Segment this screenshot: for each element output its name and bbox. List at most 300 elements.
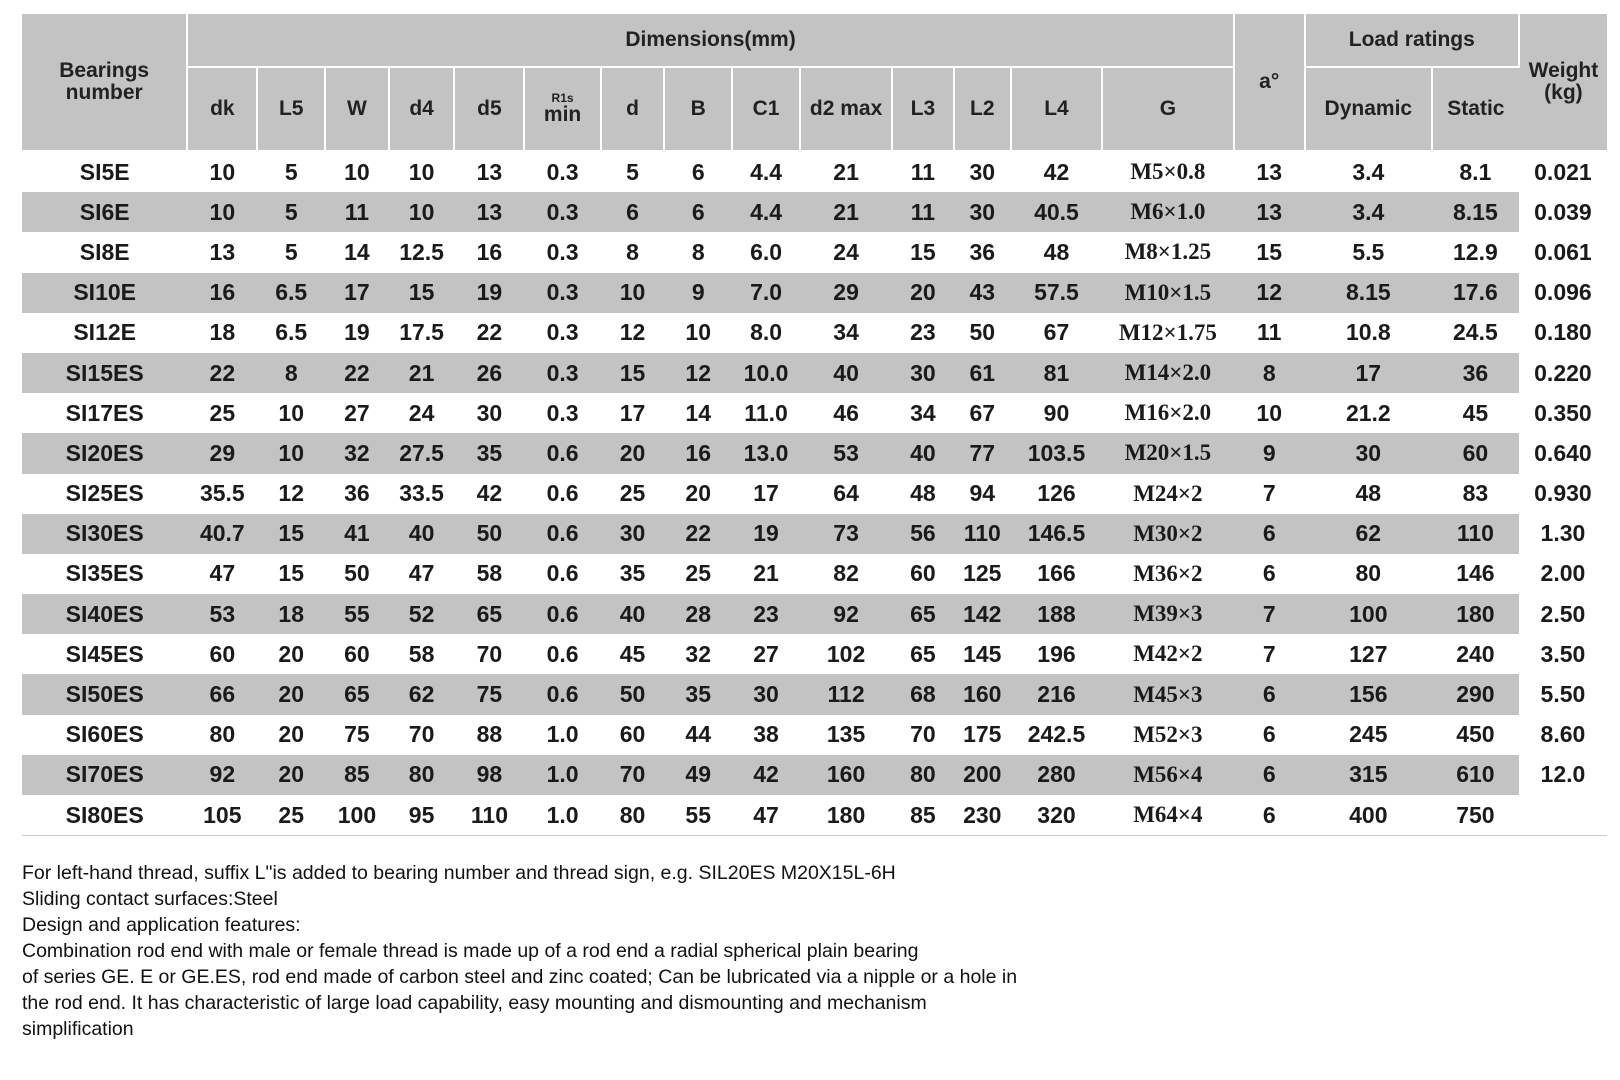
cell-l2: 30 bbox=[969, 158, 996, 185]
cell-static-load: 60 bbox=[1432, 433, 1519, 473]
notes-section bbox=[22, 860, 1607, 1042]
cell-thread-g: M52×3 bbox=[1133, 721, 1203, 747]
cell-dynamic-load: 127 bbox=[1349, 640, 1388, 667]
cell-w: 75 bbox=[344, 721, 370, 748]
cell-d: 40 bbox=[601, 594, 665, 634]
cell-alpha: 6 bbox=[1234, 755, 1305, 795]
cell-thread-g: M5×0.8 bbox=[1130, 159, 1206, 185]
cell-l3: 60 bbox=[910, 560, 936, 587]
cell-bearing-number: SI8E bbox=[79, 238, 130, 265]
cell-w: 41 bbox=[325, 514, 389, 554]
cell-alpha: 6 bbox=[1234, 795, 1305, 836]
note-line: Combination rod end with male or female thread is made up of a rod end a radial spherical plain bearing bbox=[22, 940, 919, 963]
cell-weight: 0.350 bbox=[1519, 393, 1607, 433]
cell-l4: 126 bbox=[1037, 480, 1076, 507]
cell-l4: 81 bbox=[1011, 353, 1102, 393]
cell-d4: 21 bbox=[389, 353, 455, 393]
cell-b: 49 bbox=[664, 755, 732, 795]
cell-w: 85 bbox=[325, 755, 389, 795]
cell-d: 25 bbox=[619, 480, 646, 507]
cell-d: 10 bbox=[601, 273, 665, 313]
table-row bbox=[22, 634, 1607, 674]
cell-l4: 188 bbox=[1011, 594, 1102, 634]
cell-dynamic-load: 8.15 bbox=[1305, 273, 1432, 313]
cell-d: 8 bbox=[626, 238, 639, 265]
cell-d5: 42 bbox=[476, 480, 503, 507]
cell-dk: 47 bbox=[209, 560, 236, 587]
cell-c1: 30 bbox=[732, 674, 800, 714]
cell-weight: 3.50 bbox=[1519, 634, 1607, 674]
cell-bearing-number: SI10E bbox=[22, 273, 187, 313]
cell-bearing-number: SI40ES bbox=[22, 594, 187, 634]
header-weight: Weight (kg) bbox=[1519, 14, 1607, 151]
cell-r1s-min: 0.3 bbox=[546, 158, 579, 185]
cell-l2: 230 bbox=[954, 795, 1011, 836]
table-row bbox=[22, 795, 1607, 836]
cell-static-load: 240 bbox=[1456, 640, 1495, 667]
cell-weight: 0.061 bbox=[1519, 232, 1607, 272]
cell-dynamic-load: 21.2 bbox=[1345, 399, 1391, 426]
cell-d2-max: 160 bbox=[800, 755, 892, 795]
cell-b: 10 bbox=[685, 319, 712, 346]
cell-l3: 48 bbox=[910, 480, 936, 507]
header-d2max: d2 max bbox=[800, 67, 892, 151]
cell-thread-g: M20×1.5 bbox=[1102, 433, 1234, 473]
cell-l3: 68 bbox=[892, 674, 953, 714]
cell-bearing-number: SI17ES bbox=[65, 399, 144, 426]
cell-weight: 2.50 bbox=[1519, 594, 1607, 634]
cell-d: 30 bbox=[601, 514, 665, 554]
header-rmin-label: min bbox=[543, 102, 582, 126]
cell-d: 6 bbox=[601, 192, 665, 232]
cell-d4: 15 bbox=[389, 273, 455, 313]
cell-r1s-min: 0.3 bbox=[546, 319, 579, 346]
cell-b: 32 bbox=[685, 640, 712, 667]
cell-dk: 16 bbox=[187, 273, 257, 313]
cell-d: 35 bbox=[619, 560, 646, 587]
cell-l2: 200 bbox=[954, 755, 1011, 795]
cell-l5: 5 bbox=[257, 192, 325, 232]
cell-b: 44 bbox=[685, 721, 712, 748]
cell-static-load: 610 bbox=[1432, 755, 1519, 795]
cell-l5: 10 bbox=[278, 399, 305, 426]
cell-bearing-number: SI30ES bbox=[22, 514, 187, 554]
cell-c1: 4.4 bbox=[750, 158, 783, 185]
cell-thread-g: M16×2.0 bbox=[1124, 400, 1212, 426]
table-row bbox=[22, 554, 1607, 594]
cell-d: 20 bbox=[601, 433, 665, 473]
cell-b: 22 bbox=[664, 514, 732, 554]
cell-l3: 23 bbox=[910, 319, 936, 346]
cell-dk: 53 bbox=[187, 594, 257, 634]
cell-dynamic-load: 400 bbox=[1305, 795, 1432, 836]
header-l5: L5 bbox=[257, 67, 325, 151]
cell-l2: 43 bbox=[954, 273, 1011, 313]
cell-d2-max: 102 bbox=[826, 640, 866, 667]
cell-d5: 26 bbox=[454, 353, 524, 393]
cell-dk: 29 bbox=[187, 433, 257, 473]
cell-weight: 5.50 bbox=[1519, 674, 1607, 714]
note-line: For left-hand thread, suffix L"is added to bearing number and thread sign, e.g. SIL20ES M20X15L-6H bbox=[22, 862, 896, 885]
cell-alpha: 6 bbox=[1262, 721, 1276, 748]
cell-l5: 5 bbox=[284, 158, 298, 185]
cell-d5: 110 bbox=[454, 795, 524, 836]
table-row bbox=[22, 594, 1607, 634]
cell-d5: 30 bbox=[476, 399, 503, 426]
cell-dk: 13 bbox=[209, 238, 236, 265]
cell-c1: 7.0 bbox=[732, 273, 800, 313]
cell-l4: 242.5 bbox=[1027, 721, 1086, 748]
note-line: the rod end. It has characteristic of large load capability, easy mounting and dismounting and mechanism bbox=[22, 992, 927, 1015]
cell-l5: 6.5 bbox=[257, 273, 325, 313]
cell-dk: 35.5 bbox=[199, 480, 245, 507]
cell-dynamic-load: 100 bbox=[1305, 594, 1432, 634]
cell-alpha: 15 bbox=[1256, 238, 1282, 265]
cell-bearing-number: SI5E bbox=[79, 158, 130, 185]
cell-thread-g: M24×2 bbox=[1133, 480, 1203, 506]
cell-static-load: 8.15 bbox=[1432, 192, 1519, 232]
cell-l3: 85 bbox=[892, 795, 953, 836]
cell-l3: 80 bbox=[892, 755, 953, 795]
cell-r1s-min: 0.3 bbox=[524, 353, 600, 393]
cell-d5: 19 bbox=[454, 273, 524, 313]
cell-dynamic-load: 156 bbox=[1305, 674, 1432, 714]
cell-l3: 30 bbox=[892, 353, 953, 393]
cell-d4: 33.5 bbox=[399, 480, 444, 507]
cell-d4: 95 bbox=[389, 795, 455, 836]
cell-l2: 110 bbox=[954, 514, 1011, 554]
cell-d4: 10 bbox=[408, 158, 435, 185]
cell-r1s-min: 0.3 bbox=[524, 192, 600, 232]
cell-l4: 216 bbox=[1011, 674, 1102, 714]
cell-c1: 11.0 bbox=[744, 399, 788, 426]
table-row bbox=[22, 674, 1607, 714]
cell-c1: 4.4 bbox=[732, 192, 800, 232]
cell-l2: 61 bbox=[954, 353, 1011, 393]
cell-d4: 47 bbox=[408, 560, 435, 587]
cell-d4: 52 bbox=[389, 594, 455, 634]
header-d: d bbox=[601, 67, 665, 151]
cell-l4: 57.5 bbox=[1011, 273, 1102, 313]
cell-static-load: 8.1 bbox=[1459, 158, 1492, 185]
cell-w: 17 bbox=[325, 273, 389, 313]
cell-static-load: 36 bbox=[1432, 353, 1519, 393]
cell-b: 35 bbox=[664, 674, 732, 714]
cell-w: 27 bbox=[344, 399, 370, 426]
cell-b: 6 bbox=[691, 158, 705, 185]
cell-b: 12 bbox=[664, 353, 732, 393]
cell-d2-max: 64 bbox=[833, 480, 859, 507]
cell-thread-g: M56×4 bbox=[1102, 755, 1234, 795]
cell-c1: 17 bbox=[753, 480, 779, 507]
cell-d4: 12.5 bbox=[399, 238, 444, 265]
cell-weight: 0.021 bbox=[1519, 151, 1607, 192]
cell-d2-max: 21 bbox=[800, 192, 892, 232]
cell-r1s-min: 1.0 bbox=[524, 755, 600, 795]
cell-static-load: 450 bbox=[1456, 721, 1495, 748]
cell-static-load: 12.9 bbox=[1453, 238, 1498, 265]
cell-l5: 15 bbox=[278, 560, 305, 587]
cell-l5: 5 bbox=[284, 238, 298, 265]
cell-static-load: 110 bbox=[1432, 514, 1519, 554]
cell-weight: 8.60 bbox=[1519, 715, 1607, 755]
cell-d5: 16 bbox=[476, 238, 503, 265]
table-row bbox=[22, 232, 1607, 272]
cell-thread-g: M64×4 bbox=[1102, 795, 1234, 836]
header-alpha: a° bbox=[1234, 14, 1305, 151]
cell-l2: 160 bbox=[954, 674, 1011, 714]
cell-weight bbox=[1519, 795, 1607, 836]
note-line: of series GE. E or GE.ES, rod end made of carbon steel and zinc coated; Can be lubricated via a nipple or a hole in bbox=[22, 966, 1018, 989]
note-line: simplification bbox=[22, 1018, 134, 1041]
header-b: B bbox=[664, 67, 732, 151]
cell-static-load: 290 bbox=[1432, 674, 1519, 714]
cell-l5: 15 bbox=[257, 514, 325, 554]
cell-b: 8 bbox=[691, 238, 705, 265]
cell-l5: 25 bbox=[257, 795, 325, 836]
cell-l5: 20 bbox=[278, 640, 305, 667]
cell-thread-g: M8×1.25 bbox=[1124, 239, 1212, 265]
cell-c1: 23 bbox=[732, 594, 800, 634]
cell-weight: 12.0 bbox=[1519, 755, 1607, 795]
cell-d: 70 bbox=[601, 755, 665, 795]
cell-c1: 10.0 bbox=[732, 353, 800, 393]
cell-d2-max: 180 bbox=[800, 795, 892, 836]
cell-b: 16 bbox=[664, 433, 732, 473]
cell-w: 55 bbox=[325, 594, 389, 634]
cell-d5: 58 bbox=[476, 560, 503, 587]
cell-static-load: 750 bbox=[1432, 795, 1519, 836]
table-row bbox=[22, 514, 1607, 554]
cell-w: 19 bbox=[344, 319, 370, 346]
table-row bbox=[22, 151, 1607, 192]
table-row bbox=[22, 313, 1607, 353]
note-line: Design and application features: bbox=[22, 914, 301, 937]
cell-dk: 105 bbox=[187, 795, 257, 836]
cell-thread-g: M30×2 bbox=[1102, 514, 1234, 554]
cell-bearing-number: SI35ES bbox=[65, 560, 144, 587]
cell-dk: 10 bbox=[187, 192, 257, 232]
cell-r1s-min: 0.6 bbox=[524, 514, 600, 554]
cell-d: 5 bbox=[626, 158, 639, 185]
cell-dk: 66 bbox=[187, 674, 257, 714]
cell-c1: 38 bbox=[753, 721, 779, 748]
table-row bbox=[22, 353, 1607, 393]
cell-d2-max: 73 bbox=[800, 514, 892, 554]
cell-l5: 20 bbox=[278, 721, 305, 748]
cell-b: 25 bbox=[685, 560, 712, 587]
cell-b: 55 bbox=[664, 795, 732, 836]
cell-d4: 58 bbox=[408, 640, 435, 667]
cell-weight: 0.220 bbox=[1519, 353, 1607, 393]
cell-d2-max: 34 bbox=[833, 319, 859, 346]
cell-static-load: 24.5 bbox=[1453, 319, 1498, 346]
cell-weight: 0.096 bbox=[1519, 273, 1607, 313]
cell-r1s-min: 0.6 bbox=[524, 674, 600, 714]
cell-w: 60 bbox=[344, 640, 370, 667]
cell-dynamic-load: 315 bbox=[1305, 755, 1432, 795]
cell-dynamic-load: 10.8 bbox=[1345, 319, 1391, 346]
cell-static-load: 83 bbox=[1462, 480, 1489, 507]
cell-d4: 10 bbox=[389, 192, 455, 232]
cell-l3: 70 bbox=[910, 721, 936, 748]
cell-c1: 21 bbox=[753, 560, 779, 587]
cell-alpha: 12 bbox=[1234, 273, 1305, 313]
cell-d5: 35 bbox=[454, 433, 524, 473]
table-row bbox=[22, 474, 1607, 514]
cell-w: 10 bbox=[344, 158, 370, 185]
cell-weight: 2.00 bbox=[1519, 554, 1607, 594]
table-header bbox=[22, 14, 1607, 151]
header-rmin bbox=[524, 67, 600, 151]
header-dk: dk bbox=[187, 67, 257, 151]
cell-l2: 145 bbox=[963, 640, 1002, 667]
cell-alpha: 6 bbox=[1234, 674, 1305, 714]
cell-thread-g: M12×1.75 bbox=[1118, 319, 1217, 345]
header-l3: L3 bbox=[892, 67, 953, 151]
cell-d2-max: 29 bbox=[800, 273, 892, 313]
cell-r1s-min: 0.6 bbox=[546, 480, 579, 507]
cell-l2: 94 bbox=[969, 480, 996, 507]
cell-w: 50 bbox=[344, 560, 370, 587]
cell-l2: 36 bbox=[969, 238, 996, 265]
cell-w: 100 bbox=[325, 795, 389, 836]
cell-dynamic-load: 17 bbox=[1305, 353, 1432, 393]
cell-d: 45 bbox=[619, 640, 646, 667]
cell-dynamic-load: 48 bbox=[1355, 480, 1382, 507]
cell-bearing-number: SI45ES bbox=[65, 640, 144, 667]
cell-b: 9 bbox=[664, 273, 732, 313]
cell-l3: 34 bbox=[910, 399, 936, 426]
cell-thread-g: M6×1.0 bbox=[1102, 192, 1234, 232]
cell-dynamic-load: 80 bbox=[1355, 560, 1382, 587]
table-row bbox=[22, 715, 1607, 755]
cell-w: 14 bbox=[344, 238, 370, 265]
cell-dk: 10 bbox=[209, 158, 236, 185]
cell-l3: 65 bbox=[910, 640, 936, 667]
cell-b: 14 bbox=[685, 399, 712, 426]
cell-d4: 80 bbox=[389, 755, 455, 795]
table-row bbox=[22, 755, 1607, 795]
cell-c1: 47 bbox=[732, 795, 800, 836]
table-row bbox=[22, 273, 1607, 313]
cell-dynamic-load: 3.4 bbox=[1352, 158, 1385, 185]
header-rmin-sub: R1s bbox=[551, 90, 574, 105]
cell-alpha: 7 bbox=[1262, 640, 1276, 667]
cell-c1: 42 bbox=[732, 755, 800, 795]
cell-d4: 24 bbox=[408, 399, 435, 426]
cell-dk: 80 bbox=[209, 721, 236, 748]
cell-alpha: 13 bbox=[1256, 158, 1282, 185]
header-l2: L2 bbox=[954, 67, 1011, 151]
table-body bbox=[22, 151, 1607, 836]
cell-l5: 18 bbox=[257, 594, 325, 634]
cell-w: 65 bbox=[325, 674, 389, 714]
cell-thread-g: M42×2 bbox=[1133, 641, 1203, 667]
cell-r1s-min: 0.6 bbox=[546, 640, 579, 667]
cell-d5: 22 bbox=[476, 319, 503, 346]
cell-l4: 166 bbox=[1037, 560, 1076, 587]
cell-alpha: 9 bbox=[1234, 433, 1305, 473]
cell-l4: 196 bbox=[1037, 640, 1076, 667]
cell-dynamic-load: 5.5 bbox=[1352, 238, 1385, 265]
cell-l5: 10 bbox=[257, 433, 325, 473]
header-static: Static bbox=[1432, 67, 1519, 151]
cell-static-load: 180 bbox=[1432, 594, 1519, 634]
spec-table bbox=[22, 14, 1607, 836]
cell-dynamic-load: 62 bbox=[1305, 514, 1432, 554]
note-line: Sliding contact surfaces:Steel bbox=[22, 888, 278, 911]
cell-d: 15 bbox=[601, 353, 665, 393]
cell-c1: 13.0 bbox=[732, 433, 800, 473]
cell-bearing-number: SI12E bbox=[73, 319, 136, 346]
cell-d2-max: 92 bbox=[800, 594, 892, 634]
cell-c1: 8.0 bbox=[750, 319, 783, 346]
cell-d4: 17.5 bbox=[399, 319, 444, 346]
cell-alpha: 11 bbox=[1257, 319, 1282, 346]
cell-d4: 62 bbox=[389, 674, 455, 714]
header-w: W bbox=[325, 67, 389, 151]
cell-r1s-min: 1.0 bbox=[524, 795, 600, 836]
cell-l4: 40.5 bbox=[1011, 192, 1102, 232]
cell-dk: 25 bbox=[209, 399, 236, 426]
cell-l2: 67 bbox=[969, 399, 996, 426]
cell-thread-g: M39×3 bbox=[1102, 594, 1234, 634]
cell-weight: 0.930 bbox=[1519, 474, 1607, 514]
cell-l3: 20 bbox=[892, 273, 953, 313]
cell-l5: 8 bbox=[257, 353, 325, 393]
cell-l5: 20 bbox=[257, 755, 325, 795]
cell-l4: 103.5 bbox=[1011, 433, 1102, 473]
cell-l2: 30 bbox=[954, 192, 1011, 232]
cell-d4: 70 bbox=[408, 721, 435, 748]
cell-d: 17 bbox=[619, 399, 646, 426]
cell-bearing-number: SI50ES bbox=[22, 674, 187, 714]
cell-alpha: 7 bbox=[1234, 594, 1305, 634]
cell-dynamic-load: 30 bbox=[1305, 433, 1432, 473]
cell-static-load: 17.6 bbox=[1432, 273, 1519, 313]
header-d4: d4 bbox=[389, 67, 455, 151]
cell-dk: 60 bbox=[209, 640, 236, 667]
cell-d5: 13 bbox=[476, 158, 503, 185]
cell-alpha: 10 bbox=[1256, 399, 1282, 426]
cell-l2: 125 bbox=[963, 560, 1002, 587]
cell-b: 6 bbox=[664, 192, 732, 232]
cell-w: 22 bbox=[325, 353, 389, 393]
cell-d: 80 bbox=[601, 795, 665, 836]
cell-c1: 27 bbox=[753, 640, 779, 667]
cell-dk: 40.7 bbox=[187, 514, 257, 554]
cell-d2-max: 112 bbox=[800, 674, 892, 714]
cell-l2: 142 bbox=[954, 594, 1011, 634]
cell-d5: 13 bbox=[454, 192, 524, 232]
cell-alpha: 8 bbox=[1234, 353, 1305, 393]
cell-r1s-min: 0.3 bbox=[524, 273, 600, 313]
table-row bbox=[22, 393, 1607, 433]
cell-dk: 22 bbox=[187, 353, 257, 393]
cell-d: 50 bbox=[601, 674, 665, 714]
cell-bearing-number: SI60ES bbox=[65, 721, 144, 748]
cell-l5: 20 bbox=[257, 674, 325, 714]
cell-l5: 12 bbox=[278, 480, 305, 507]
cell-d2-max: 135 bbox=[826, 721, 866, 748]
cell-d5: 70 bbox=[476, 640, 503, 667]
header-l4: L4 bbox=[1011, 67, 1102, 151]
cell-b: 28 bbox=[664, 594, 732, 634]
cell-weight: 0.640 bbox=[1519, 433, 1607, 473]
cell-l4: 67 bbox=[1043, 319, 1070, 346]
cell-alpha: 6 bbox=[1262, 560, 1276, 587]
